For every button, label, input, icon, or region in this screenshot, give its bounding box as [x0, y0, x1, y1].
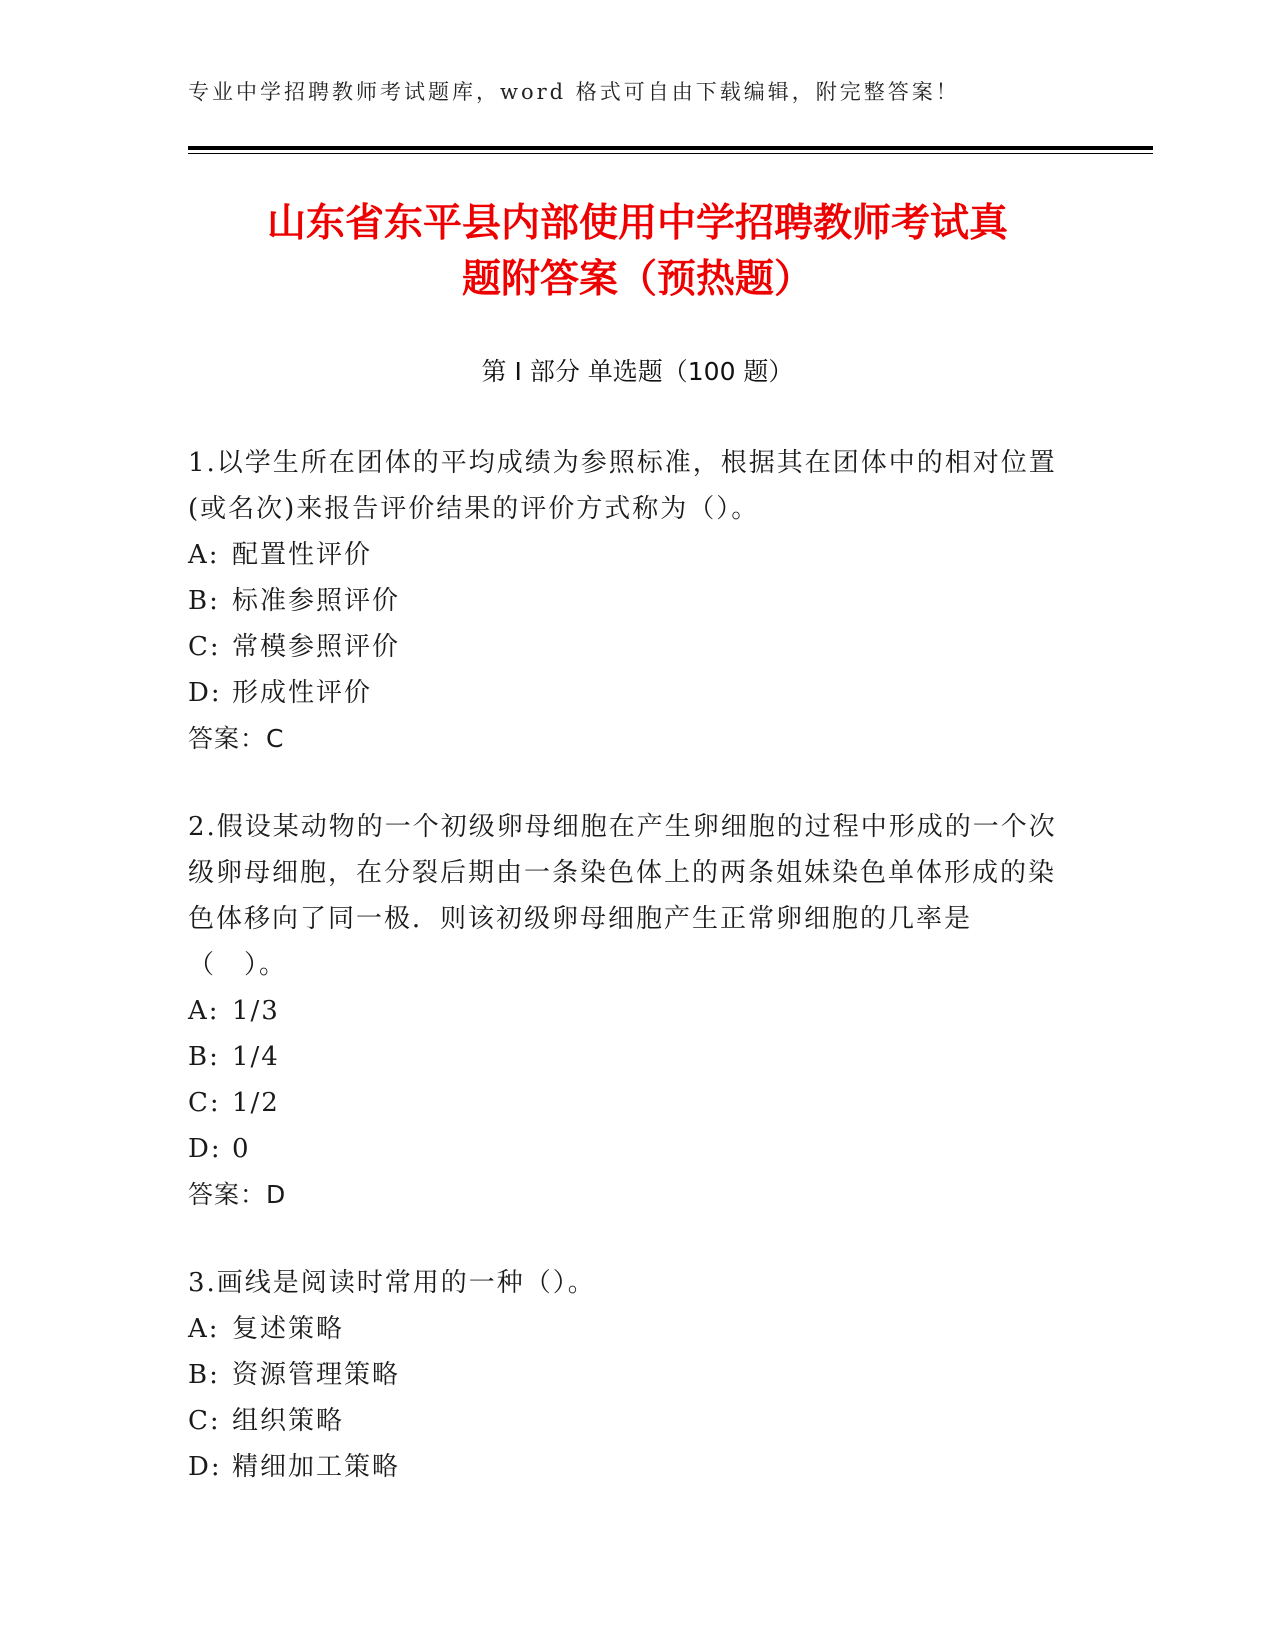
option-key: C:: [188, 632, 221, 662]
option-b: [188, 1034, 1068, 1080]
question-stem: 3.画线是阅读时常用的一种（）。: [188, 1268, 596, 1298]
option-key: C:: [188, 1406, 221, 1436]
option-text: 1/3: [232, 996, 280, 1026]
header-note: 专业中学招聘教师考试题库，word 格式可自由下载编辑，附完整答案！: [188, 80, 960, 104]
option-a: [188, 1306, 1068, 1352]
title-line-2: 题附答案（预热题）: [461, 257, 813, 302]
option-c: [188, 1080, 1068, 1126]
option-key: D:: [188, 1134, 222, 1164]
option-text: 组织策略: [232, 1406, 345, 1436]
document-title: [150, 196, 1125, 308]
option-a: [188, 988, 1068, 1034]
title-line-1: 山东省东平县内部使用中学招聘教师考试真: [266, 201, 1008, 246]
option-d: [188, 1126, 1068, 1172]
option-key: B:: [188, 1360, 220, 1390]
question-3: [188, 1260, 1068, 1490]
option-text: 精细加工策略: [232, 1452, 401, 1482]
section-title: 第 I 部分 单选题（100 题）: [481, 357, 794, 386]
option-text: 0: [232, 1134, 251, 1164]
option-key: C:: [188, 1088, 221, 1118]
option-key: A:: [188, 540, 220, 570]
option-d: [188, 1444, 1068, 1490]
option-b: [188, 578, 1068, 624]
option-text: 标准参照评价: [232, 586, 401, 616]
question-stem: 2.假设某动物的一个初级卵母细胞在产生卵细胞的过程中形成的一个次级卵母细胞，在分裂后期由一条染色体上的两条姐妹染色单体形成的染色体移向了同一极．则该初级卵母细胞产生正常卵细胞的几率是（ ）。: [188, 812, 1057, 980]
option-key: D:: [188, 678, 222, 708]
question-2: [188, 804, 1068, 1218]
option-c: [188, 1398, 1068, 1444]
header-rule-thick: [188, 146, 1153, 150]
option-key: B:: [188, 1042, 220, 1072]
option-key: B:: [188, 586, 220, 616]
option-key: A:: [188, 1314, 220, 1344]
option-text: 常模参照评价: [232, 632, 401, 662]
option-key: D:: [188, 1452, 222, 1482]
question-stem: 1.以学生所在团体的平均成绩为参照标准，根据其在团体中的相对位置(或名次)来报告评价结果的评价方式称为（）。: [188, 448, 1057, 524]
question-1: [188, 440, 1068, 762]
option-text: 1/4: [232, 1042, 280, 1072]
option-text: 资源管理策略: [232, 1360, 401, 1390]
option-text: 1/2: [232, 1088, 280, 1118]
option-d: [188, 670, 1068, 716]
option-c: [188, 624, 1068, 670]
option-text: 复述策略: [232, 1314, 345, 1344]
option-text: 配置性评价: [232, 540, 373, 570]
question-list: [188, 440, 1068, 1532]
answer-line: 答案：C: [188, 724, 285, 753]
header-rule-thin: [188, 153, 1153, 154]
option-a: [188, 532, 1068, 578]
answer-line: 答案：D: [188, 1180, 287, 1209]
option-key: A:: [188, 996, 220, 1026]
option-b: [188, 1352, 1068, 1398]
option-text: 形成性评价: [232, 678, 373, 708]
